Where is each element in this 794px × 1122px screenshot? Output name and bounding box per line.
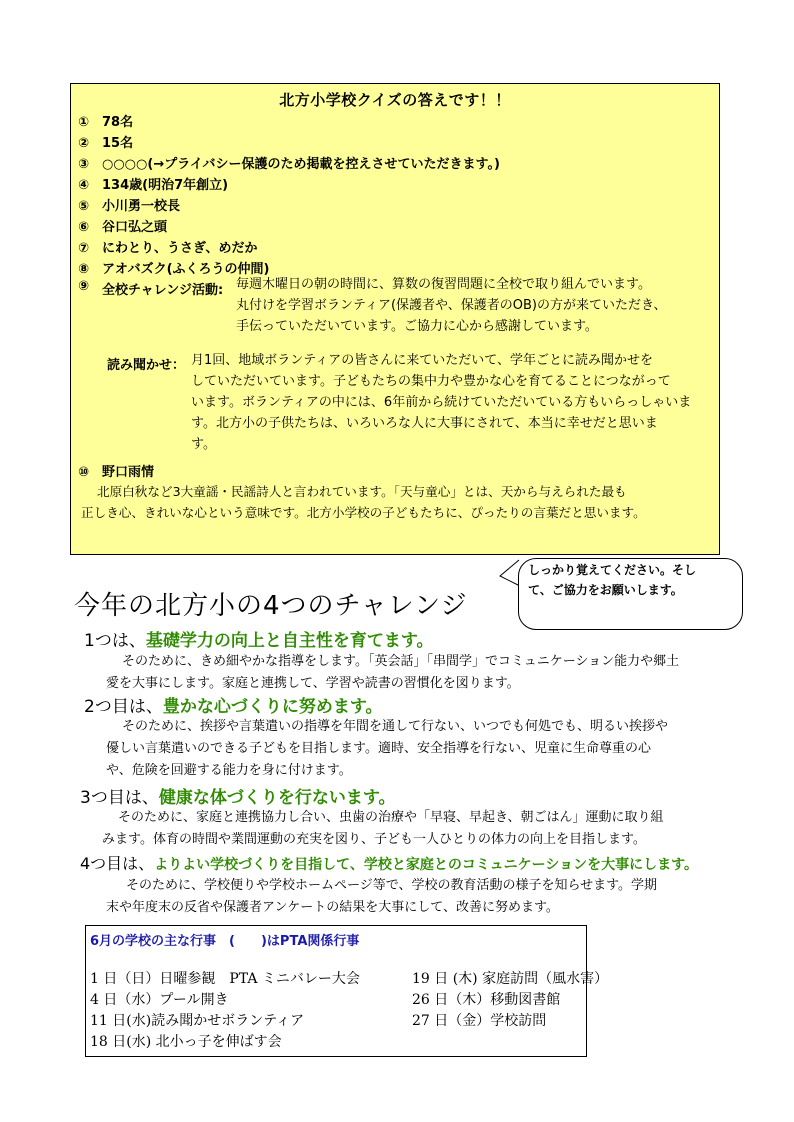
challenge-1-line: そのために、きめ細やかな指導をします。「英会話」「串間学」でコミュニケーション能力や郷土 xyxy=(122,654,680,669)
challenge-3-line: そのために、家庭と連携協力し合い、虫歯の治療や「早寝、早起き、朝ごはん」運動に取り組 xyxy=(118,810,664,825)
answer-3: ③ ○○○○(→プライバシー保護のため掲載を控えさせていただきます。) xyxy=(78,157,500,172)
yomikikase-line: していただいています。子どもたちの集中力や豊かな心を育てることにつながって xyxy=(191,374,671,389)
yomikikase-line: す。北方小の子供たちは、いろいろな人に大事にされて、本当に幸せだと思いま xyxy=(191,416,658,431)
answer-5: ⑤ 小川勇一校長 xyxy=(78,199,181,214)
speech-bubble-text xyxy=(528,560,696,600)
challenge-4-line: そのために、学校便りや学校ホームページ等で、学校の教育活動の様子を知らせます。学期 xyxy=(126,878,658,893)
yomikikase-line: す。 xyxy=(191,437,216,452)
challenge-1-heading: 1つは、基礎学力の向上と自主性を育てます。 xyxy=(84,631,434,651)
yomikikase-line: います。ボランティアの中には、6年前から続けていただいている方もいらっしゃいま xyxy=(191,395,692,410)
challenge-4-text xyxy=(106,875,657,919)
event-item: 1 日（日）日曜参観 PTA ミニバレー大会 xyxy=(90,971,360,987)
challenge-2-line: や、危険を回避する能力を身に付けます。 xyxy=(106,763,352,778)
challenge-3-goal: 健康な体づくりを行ないます。 xyxy=(158,788,396,808)
answer-9-text xyxy=(236,274,666,337)
quiz-title: 北方小学校クイズの答えです！！ xyxy=(279,91,511,109)
answer-9-number: ⑨ xyxy=(78,279,90,294)
event-item: 27 日（金）学校訪問 xyxy=(412,1013,547,1029)
event-item: 11 日(水)読み聞かせボランティア xyxy=(90,1013,305,1029)
challenge-3-text xyxy=(102,807,663,851)
challenge-1-goal: 基礎学力の向上と自主性を育てます。 xyxy=(145,631,434,651)
challenge-2-goal: 豊かな心づくりに努めます。 xyxy=(162,697,383,717)
yomikikase-line: 月1回、地域ボランティアの皆さんに来ていただいて、学年ごとに読み聞かせを xyxy=(191,353,653,368)
answer-10: ⑩ 野口雨情 xyxy=(78,465,155,480)
yomikikase-label: 読み聞かせ： xyxy=(107,358,186,373)
quiz-answer-box xyxy=(70,83,720,555)
yomikikase-text xyxy=(191,350,691,455)
challenge-2-line: そのために、挨拶や言葉遣いの指導を年間を通して行ない、いつでも何処でも、明るい挨拶や xyxy=(122,719,669,734)
challenge-4-line: 末や年度末の反省や保護者アンケートの結果を大事にして、改善に努めます。 xyxy=(106,900,559,915)
event-item: 26 日（木）移動図書館 xyxy=(412,992,561,1008)
answer-10-line: 北原白秋など3大童謡・民謡詩人と言われています。「天与童心」とは、天から与えられた最も xyxy=(97,484,627,499)
answer-2: ② 15名 xyxy=(78,136,134,151)
answer-7: ⑦ にわとり、うさぎ、めだか xyxy=(78,241,258,256)
challenge-3-heading: 3つ目は、健康な体づくりを行ないます。 xyxy=(80,788,396,808)
answer-8: ⑧ アオバズク(ふくろうの仲間) xyxy=(78,262,270,277)
challenge-1-line: 愛を大事にします。家庭と連携して、学習や読書の習慣化を図ります。 xyxy=(106,676,520,691)
challenge-4-heading: 4つ目は、よりよい学校づくりを目指して、学校と家庭とのコミュニケーションを大事にします。 xyxy=(80,854,698,873)
answer-10-text xyxy=(81,481,646,523)
answer-9-line: 毎週木曜日の朝の時間に、算数の復習問題に全校で取り組んでいます。 xyxy=(236,277,651,292)
answer-1: ① 78名 xyxy=(78,115,134,130)
event-item: 19 日 (木) 家庭訪問（風水害） xyxy=(412,971,609,987)
speech-bubble-line: て、ご協力をお願いします。 xyxy=(528,583,683,597)
challenge-4-goal: よりよい学校づくりを目指して、学校と家庭とのコミュニケーションを大事にします。 xyxy=(154,857,698,873)
challenge-2-line: 優しい言葉遣いのできる子どもを目指します。適時、安全指導を行ない、児童に生命尊重の心 xyxy=(106,741,651,756)
answer-9-line: 手伝っていただいています。ご協力に心から感謝しています。 xyxy=(236,319,598,334)
june-events-box xyxy=(85,925,609,1057)
answer-10-line: 正しき心、きれいな心という意味です。北方小学校の子どもたちに、ぴったりの言葉だと思います。 xyxy=(81,505,646,520)
answer-9-line: 丸付けを学習ボランティア(保護者や、保護者のOB)の方が来ていただき、 xyxy=(236,298,667,313)
event-item: 4 日（水）プール開き xyxy=(90,992,229,1008)
challenge-2-text xyxy=(106,716,668,782)
answer-9-label: 全校チャレンジ活動: xyxy=(102,283,224,298)
answer-4: ④ 134歳(明治7年創立) xyxy=(78,178,229,193)
challenge-2-heading: 2つ目は、豊かな心づくりに努めます。 xyxy=(84,697,383,717)
event-item: 18 日(水) 北小っ子を伸ばす会 xyxy=(90,1034,282,1050)
challenge-3-line: みます。体育の時間や業間運動の充実を図り、子ども一人ひとりの体力の向上を目指します。 xyxy=(102,832,646,847)
challenge-heading: 今年の北方小の4つのチャレンジ xyxy=(74,591,468,621)
challenge-1-text xyxy=(106,651,679,695)
speech-bubble-line: しっかり覚えてください。そし xyxy=(528,563,697,577)
answer-6: ⑥ 谷口弘之頭 xyxy=(78,220,168,235)
events-title: 6月の学校の主な行事 ( )はPTA関係行事 xyxy=(90,934,360,949)
